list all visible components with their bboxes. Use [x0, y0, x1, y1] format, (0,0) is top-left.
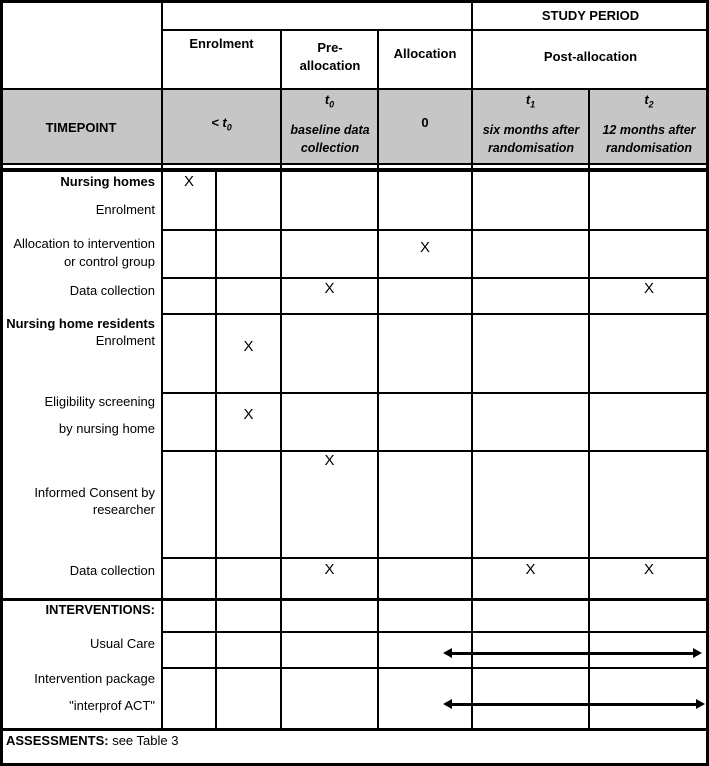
row-label-intervention-package-line2: "interprof ACT" [69, 698, 155, 713]
timepoint-t2-sub: 2 [648, 99, 654, 110]
row-label-intervention-package-line1: Intervention package [34, 671, 155, 686]
vline-c3-c4 [377, 29, 379, 730]
usual-care-duration-arrow [451, 652, 694, 655]
row-label-usual-care: Usual Care [89, 636, 155, 651]
assessments-footer-bold: ASSESSMENTS: [6, 733, 109, 748]
timepoint-t1-symbol [472, 92, 589, 110]
timepoint-t1-base: t [525, 92, 531, 107]
hline-interventions-top [0, 598, 709, 601]
timepoint-t2-base: t [644, 92, 649, 107]
border-top [0, 0, 709, 3]
hline-double-separator [0, 168, 709, 172]
stage-post-allocation: Post-allocation [543, 49, 638, 64]
assessments-footer-text: see Table 3 [108, 733, 179, 748]
timepoint-before-t0 [162, 115, 281, 133]
x-mark-residents-enrolment: X [243, 338, 254, 355]
x-mark-eligibility: X [243, 406, 254, 423]
hline-body-4 [161, 392, 709, 394]
row-label-residents-enrolment: Enrolment [95, 333, 155, 348]
row-label-data-collection-homes: Data collection [69, 283, 155, 298]
stage-allocation: Allocation [393, 46, 457, 61]
x-mark-homes-enrolment: X [183, 173, 194, 190]
timepoint-before-t0-sub: 0 [226, 122, 232, 133]
row-label-allocation-line2: or control group [63, 254, 155, 269]
row-label-residents: Nursing home residents [6, 316, 155, 331]
hline-body-2 [161, 277, 709, 279]
assessments-footer [6, 733, 696, 749]
timepoint-t0-desc: baseline data collection [290, 123, 370, 155]
vline-c4-c5 [471, 0, 473, 730]
timepoint-t2-desc: 12 months after randomisation [602, 123, 696, 155]
timepoint-t0-base: t [324, 92, 330, 107]
row-label-data-collection-residents: Data collection [69, 563, 155, 578]
timepoint-t2-symbol [589, 92, 709, 110]
timepoint-t0-symbol [281, 92, 378, 110]
x-mark-dc-res-t2: X [643, 561, 654, 578]
hline-interventions-1 [161, 631, 709, 633]
x-mark-dc-res-t1: X [525, 561, 536, 578]
hline-row1 [161, 29, 709, 31]
vline-c2-c3 [280, 29, 282, 730]
row-label-consent-line2: researcher [92, 502, 155, 517]
timepoint-t1-sub: 1 [530, 99, 536, 110]
study-period-header: STUDY PERIOD [541, 8, 640, 23]
hline-timepoint-top [0, 88, 709, 90]
stage-enrolment: Enrolment [189, 36, 254, 51]
row-label-eligibility-line2: by nursing home [58, 421, 155, 436]
interprof-act-duration-arrow [451, 703, 697, 706]
hline-timepoint-bottom [0, 163, 709, 165]
timepoint-zero: 0 [421, 115, 429, 130]
x-mark-consent-t0: X [324, 452, 335, 469]
vline-label-col [161, 0, 163, 730]
row-label-allocation-line1: Allocation to intervention [13, 236, 155, 251]
hline-interventions-2 [161, 667, 709, 669]
timepoint-before-t0-base: < t [211, 115, 227, 130]
timepoint-t1-desc: six months after randomisation [482, 123, 580, 155]
timepoint-header: TIMEPOINT [45, 120, 117, 135]
x-mark-allocation: X [419, 239, 430, 256]
row-label-nursing-homes-enrolment: Enrolment [95, 202, 155, 217]
x-mark-dc-homes-t2: X [643, 280, 654, 297]
hline-body-3 [161, 313, 709, 315]
hline-body-1 [161, 229, 709, 231]
row-label-eligibility-line1: Eligibility screening [44, 394, 155, 409]
row-label-interventions: INTERVENTIONS: [45, 602, 155, 617]
x-mark-dc-res-t0: X [324, 561, 335, 578]
row-label-consent-line1: Informed Consent by [34, 485, 155, 500]
hline-body-6 [161, 557, 709, 559]
hline-body-5 [161, 450, 709, 452]
vline-c5-c6 [588, 88, 590, 730]
stage-pre-allocation: Pre-allocation [299, 40, 361, 73]
hline-assessments-top [0, 728, 709, 731]
x-mark-dc-homes-t0: X [324, 280, 335, 297]
row-label-nursing-homes: Nursing homes [60, 174, 155, 189]
timepoint-t0-sub: 0 [329, 99, 335, 110]
